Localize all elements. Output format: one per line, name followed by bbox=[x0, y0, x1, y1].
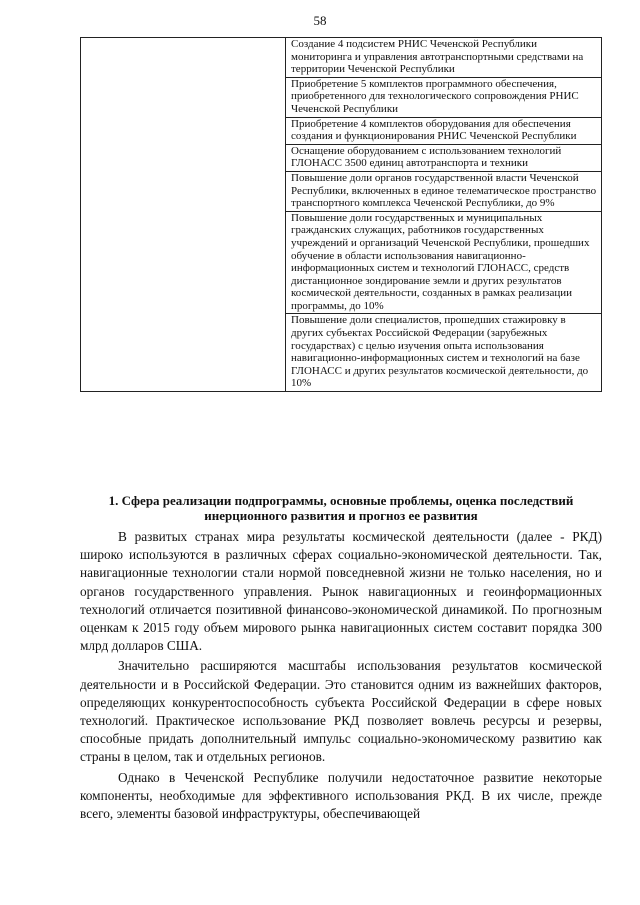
table-cell: Создание 4 подсистем РНИС Чеченской Республики мониторинга и управления автотранспортными средствами на территории Чеченской Республики bbox=[286, 38, 602, 78]
table-cell: Повышение доли государственных и муниципальных гражданских служащих, работников государственных учреждений и организаций Чеченской Республики, прошедших обучение в области использования навигационно-информационных систем и технологий ГЛОНАСС, средств дистанционное зондирование земли и других результатов космической деятельности, созданных в рамках реализации программы, до 10% bbox=[286, 211, 602, 314]
paragraph: Однако в Чеченской Республике получили недостаточное развитие некоторые компоненты, необходимые для эффективного использования РКД. В их числе, прежде всего, элементы базовой инфраструктуры, обеспечивающей bbox=[80, 769, 602, 822]
table-cell: Приобретение 4 комплектов оборудования для обеспечения создания и функционирования РНИС Чеченской Республики bbox=[286, 117, 602, 144]
section-heading: 1. Сфера реализации подпрограммы, основные проблемы, оценка последствий инерционного развития и прогноз ее развития bbox=[108, 493, 574, 523]
table-cell: Оснащение оборудованием с использованием технологий ГЛОНАСС 3500 единиц автотранспорта и техники bbox=[286, 144, 602, 171]
table-left-cell-empty bbox=[81, 38, 286, 392]
table-row bbox=[81, 38, 602, 78]
table-cell: Повышение доли органов государственной власти Чеченской Республики, включенных в единое телематическое пространство транспортного комплекса Чеченской Республики, до 9% bbox=[286, 171, 602, 211]
paragraph: В развитых странах мира результаты космической деятельности (далее - РКД) широко используются в различных сферах социально-экономической деятельности. Так, навигационные технологии стали нормой повседневной жизни не только населения, но и органов государственного управления. Рынок навигационных и геоинформационных технологий отличается позитивной финансово-экономической динамикой. По прогнозным оценкам к 2015 году объем мирового рынка навигационных систем составит порядка 300 млрд долларов США. bbox=[80, 529, 602, 654]
paragraph: Значительно расширяются масштабы использования результатов космической деятельности и в Российской Федерации. Это становится одним из важнейших факторов, определяющих конкурентоспособность субъекта Российской Федерации в сфере новых технологий. Практическое использование РКД позволяет вовлечь ресурсы и резервы, способные придать дополнительный импульс социально-экономическому развитию как страны в целом, так и отдельных регионов. bbox=[80, 658, 602, 765]
results-table bbox=[80, 37, 602, 392]
table-cell: Повышение доли специалистов, прошедших стажировку в других субъектах Российской Федерации (зарубежных государствах) с целью изучения опыта использования навигационно-информационных систем и технологий на базе ГЛОНАСС и других результатов космической деятельности, до 10% bbox=[286, 314, 602, 392]
page-number: 58 bbox=[313, 13, 327, 28]
body-text bbox=[80, 528, 602, 825]
table-cell: Приобретение 5 комплектов программного обеспечения, приобретенного для технологического сопровождения РНИС Чеченской Республики bbox=[286, 77, 602, 117]
